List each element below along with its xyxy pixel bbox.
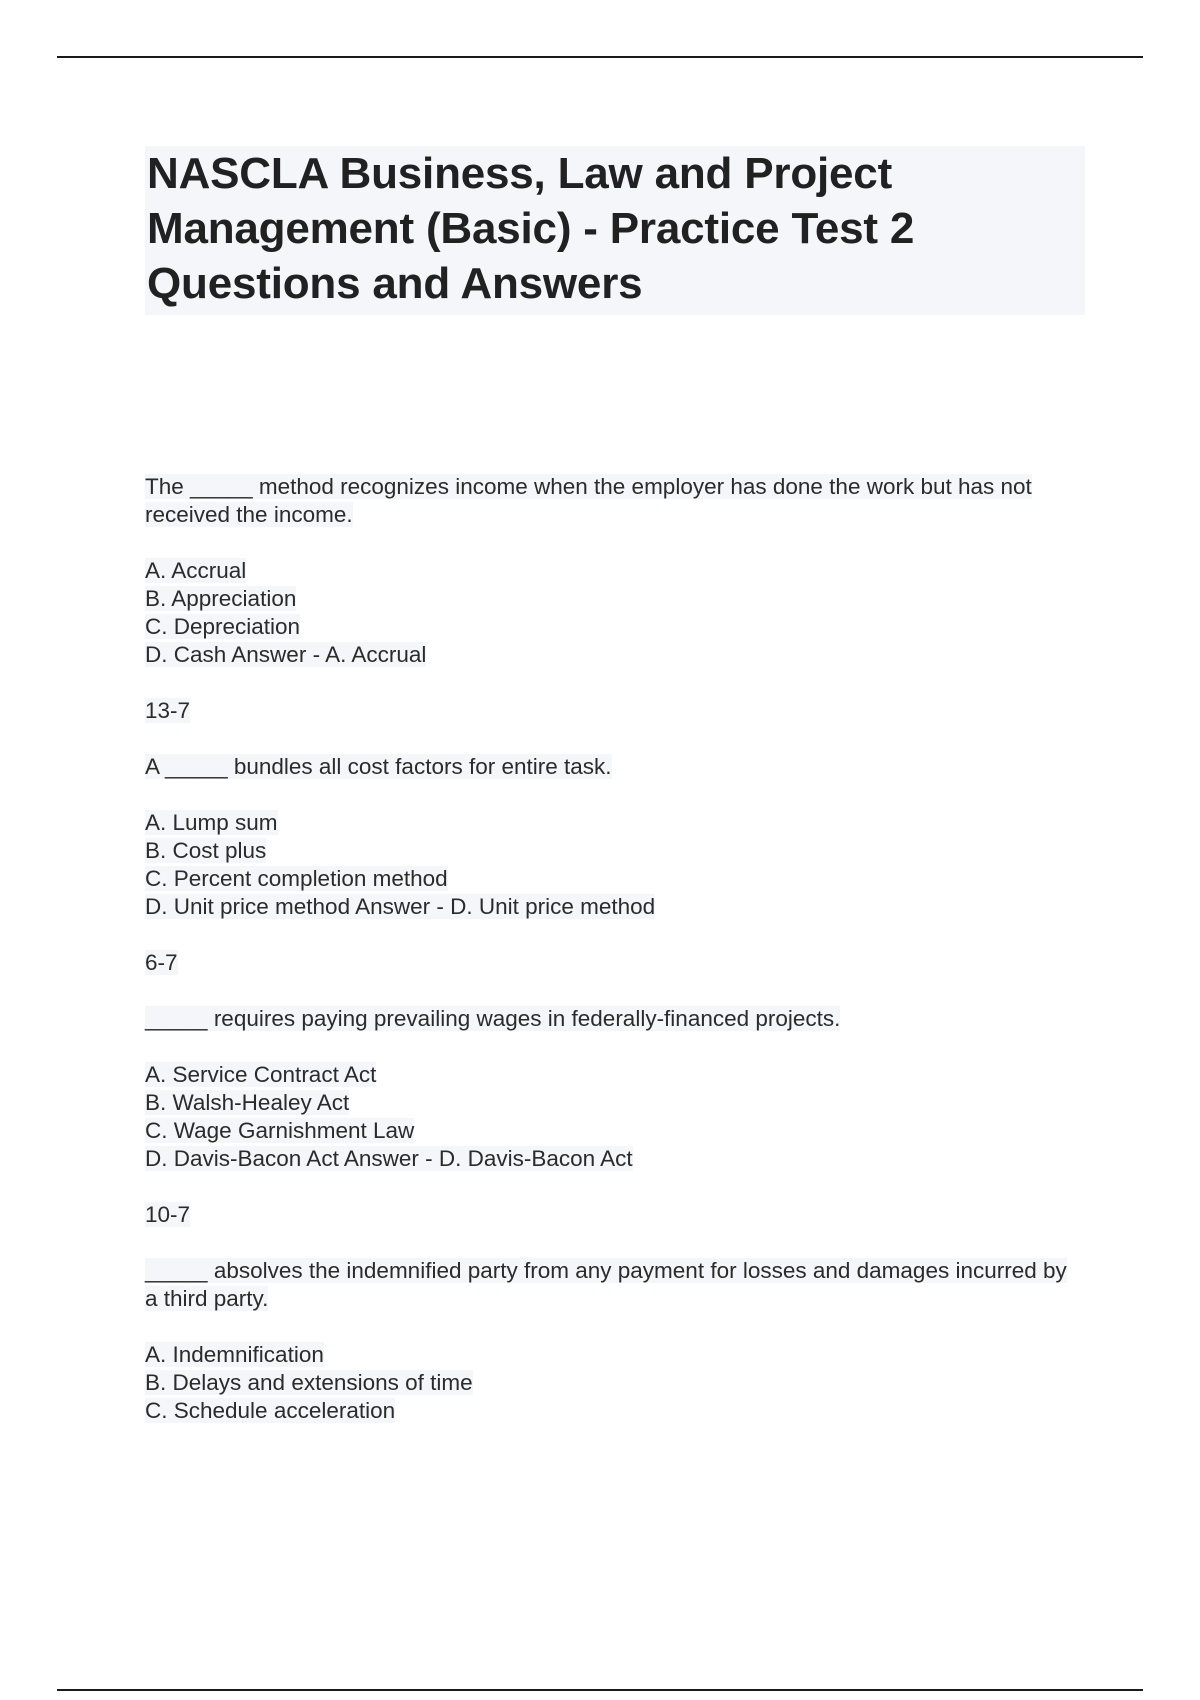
question-text: _____ absolves the indemnified party from any payment for losses and damages incurred by a third party.: [145, 1258, 1067, 1311]
question-3: [145, 1005, 1090, 1229]
option-item: A. Lump sum: [145, 810, 278, 835]
option-item: D. Cash Answer - A. Accrual: [145, 642, 427, 667]
question-text: A _____ bundles all cost factors for entire task.: [145, 754, 612, 779]
question-list: [145, 473, 1090, 1425]
option-item: B. Walsh-Healey Act: [145, 1090, 350, 1115]
option-item: A. Indemnification: [145, 1342, 324, 1367]
question-text: _____ requires paying prevailing wages in federally-financed projects.: [145, 1006, 841, 1031]
question-code: 13-7: [145, 698, 191, 723]
option-list: [145, 1061, 1090, 1173]
option-item: C. Depreciation: [145, 614, 301, 639]
question-1: [145, 473, 1090, 725]
question-2: [145, 753, 1090, 977]
question-code: 10-7: [145, 1202, 191, 1227]
option-item: B. Delays and extensions of time: [145, 1370, 473, 1395]
question-code: 6-7: [145, 950, 178, 975]
option-item: A. Service Contract Act: [145, 1062, 377, 1087]
option-item: C. Wage Garnishment Law: [145, 1118, 415, 1143]
option-item: D. Unit price method Answer - D. Unit price method: [145, 894, 656, 919]
option-list: [145, 809, 1090, 921]
document-title: NASCLA Business, Law and Project Management (Basic) - Practice Test 2 Questions and Answers: [147, 149, 915, 308]
option-item: D. Davis-Bacon Act Answer - D. Davis-Bacon Act: [145, 1146, 633, 1171]
option-list: [145, 1341, 1090, 1425]
top-rule: [57, 56, 1143, 58]
option-item: A. Accrual: [145, 558, 247, 583]
bottom-rule: [57, 1689, 1143, 1691]
title-block: [145, 146, 1085, 315]
option-item: C. Schedule acceleration: [145, 1398, 396, 1423]
option-item: B. Appreciation: [145, 586, 297, 611]
document-body: [145, 146, 1090, 1425]
question-text: The _____ method recognizes income when the employer has done the work but has not received the income.: [145, 474, 1032, 527]
option-item: B. Cost plus: [145, 838, 267, 863]
option-list: [145, 557, 1090, 669]
question-4: [145, 1257, 1090, 1425]
option-item: C. Percent completion method: [145, 866, 448, 891]
